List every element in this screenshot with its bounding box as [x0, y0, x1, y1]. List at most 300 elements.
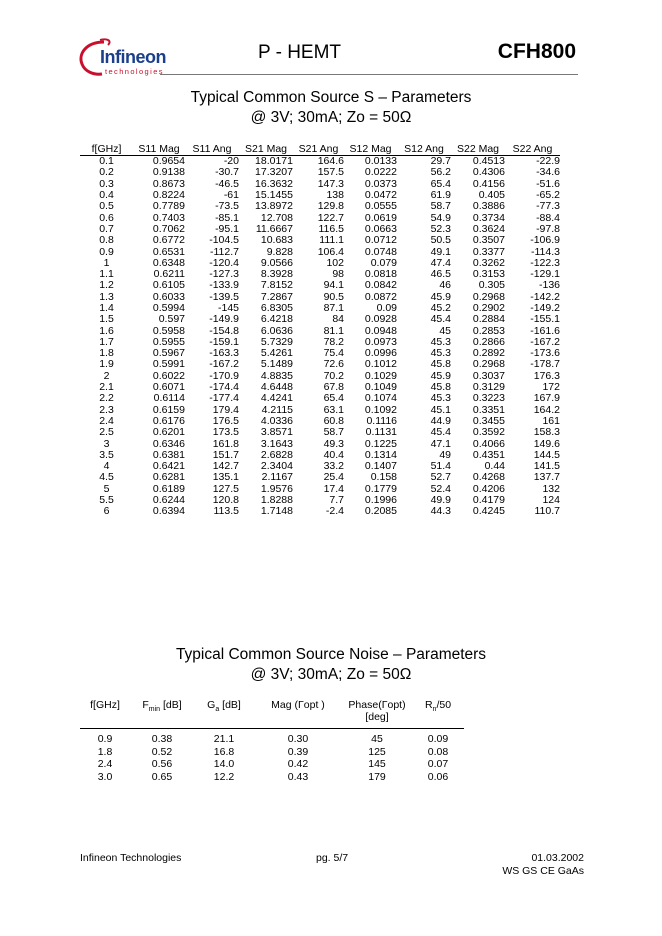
noise-params-subtitle: @ 3V; 30mA; Zo = 50Ω — [250, 666, 412, 683]
noise-parameter-table — [80, 699, 464, 783]
table-cell: 4.4241 — [260, 392, 293, 405]
table-cell: 0.8224 — [152, 189, 185, 202]
table-cell: 0.2884 — [472, 313, 505, 326]
table-cell: 0.3734 — [472, 211, 505, 224]
table-cell: -97.8 — [536, 222, 560, 235]
table-cell: 110.7 — [534, 505, 560, 518]
table-row — [80, 167, 560, 178]
table-row — [80, 427, 560, 438]
table-cell: 67.8 — [323, 381, 344, 394]
s-parameter-table — [80, 142, 560, 518]
table-cell: 173.5 — [212, 426, 239, 439]
table-cell: -46.5 — [215, 177, 239, 190]
table-cell: 111.1 — [319, 234, 344, 247]
table-cell: 0.1 — [99, 155, 114, 168]
table-cell: -34.6 — [536, 166, 560, 179]
table-cell: 6.8305 — [260, 302, 293, 314]
table-cell: 5 — [103, 482, 110, 495]
table-cell: 1.6 — [99, 324, 114, 337]
table-cell: -77.3 — [536, 200, 560, 213]
table-cell: 75.4 — [323, 347, 344, 360]
table-cell: 4.0336 — [260, 414, 293, 427]
table-cell: 3.8571 — [260, 426, 293, 439]
footer-page-number: pg. 5/7 — [316, 852, 349, 864]
table-cell: 0.0842 — [364, 279, 397, 292]
table-cell: -133.9 — [209, 279, 239, 292]
table-cell: 0.0373 — [364, 177, 397, 190]
table-cell: 0.3377 — [472, 245, 505, 258]
table-cell: -127.3 — [209, 268, 239, 281]
table-cell: 2.4 — [97, 758, 113, 771]
infineon-logo — [78, 38, 170, 80]
table-cell: 0.0996 — [364, 347, 397, 360]
table-cell: 0.08 — [427, 745, 449, 758]
table-cell: 0.3592 — [472, 426, 505, 439]
table-cell: 113.5 — [213, 505, 239, 518]
table-cell: 0.1049 — [364, 381, 397, 394]
table-cell: 6.0636 — [260, 324, 293, 337]
table-cell: 0.8673 — [152, 177, 185, 190]
table-cell: 65.4 — [430, 177, 451, 190]
table-cell: 0.1407 — [364, 460, 397, 473]
table-row — [80, 314, 560, 325]
table-cell: 6 — [103, 505, 110, 518]
col-header-frequency: f[GHz] — [80, 699, 130, 729]
table-cell: 0.2 — [99, 166, 114, 179]
table-cell: 16.8 — [213, 745, 235, 758]
table-cell: -2.4 — [325, 505, 344, 518]
table-cell: -65.2 — [536, 189, 560, 202]
table-cell: 8.3928 — [260, 268, 293, 281]
col-header-phase: Phase(Γopt) [deg] — [342, 699, 412, 729]
noise-params-title: Typical Common Source Noise – Parameters — [175, 646, 487, 663]
table-cell: 0.6772 — [152, 234, 185, 247]
table-cell: 15.1455 — [255, 189, 293, 202]
table-cell: 122.7 — [317, 211, 344, 224]
table-cell: 45.9 — [430, 290, 451, 303]
table-cell: 49.1 — [430, 245, 451, 258]
col-header: S11 Ang — [185, 142, 239, 156]
table-cell: -155.1 — [530, 313, 560, 326]
table-cell: 179.4 — [212, 403, 239, 416]
table-cell: 0.0472 — [364, 189, 397, 202]
table-cell: 5.4261 — [260, 347, 293, 360]
table-cell: 0.6531 — [152, 245, 185, 258]
table-cell: 0.4156 — [472, 177, 505, 190]
table-cell: 0.9138 — [152, 166, 185, 179]
table-cell: -88.4 — [536, 211, 560, 224]
table-cell: 4.5 — [99, 471, 114, 484]
table-cell: 0.0663 — [364, 222, 397, 235]
table-cell: 0.6033 — [152, 290, 185, 303]
table-cell: 2.3 — [99, 403, 114, 416]
table-cell: 0.0748 — [364, 245, 397, 258]
logo-subtext: technologies — [105, 67, 164, 76]
noise-table-header — [80, 699, 464, 729]
table-cell: 1 — [103, 256, 110, 269]
table-cell: 61.9 — [430, 189, 451, 202]
table-cell: 0.7062 — [152, 222, 185, 235]
table-cell: 0.2853 — [472, 324, 505, 337]
table-cell: 0.0555 — [364, 200, 397, 213]
table-cell: 0.5958 — [152, 324, 185, 337]
table-cell: 0.2892 — [472, 347, 505, 360]
table-cell: 46.5 — [430, 268, 451, 281]
table-cell: 0.158 — [370, 471, 397, 484]
table-cell: -170.9 — [209, 369, 239, 382]
table-cell: 0.6348 — [152, 256, 185, 269]
table-cell: 46 — [439, 279, 451, 292]
table-cell: 90.5 — [323, 290, 344, 303]
table-row — [80, 246, 560, 257]
col-header: S11 Mag — [133, 142, 185, 156]
table-cell: -142.2 — [530, 290, 560, 303]
col-header-mag: Mag (Γopt ) — [254, 699, 342, 729]
table-cell: 56.2 — [430, 166, 451, 179]
table-cell: 0.44 — [484, 460, 505, 473]
table-cell: 1.9576 — [260, 482, 293, 495]
table-cell: 0.4179 — [472, 494, 505, 507]
table-cell: 0.0872 — [364, 290, 397, 303]
table-cell: 29.7 — [430, 155, 451, 168]
table-cell: 45 — [439, 324, 451, 337]
table-cell: 45 — [371, 733, 383, 746]
table-cell: -136 — [538, 279, 560, 292]
table-cell: 141.5 — [533, 460, 560, 473]
table-cell: 106.4 — [317, 245, 344, 258]
table-cell: 47.4 — [430, 256, 451, 269]
table-cell: 70.2 — [323, 369, 344, 382]
table-cell: 0.4245 — [472, 505, 505, 518]
table-cell: 0.7 — [99, 222, 114, 235]
table-cell: 87.1 — [323, 302, 344, 314]
s-params-title: Typical Common Source S – Parameters — [190, 89, 472, 106]
table-cell: 0.3886 — [472, 200, 505, 213]
table-cell: 5.5 — [99, 494, 114, 507]
table-cell: 45.1 — [430, 403, 451, 416]
table-cell: 2.4 — [99, 414, 114, 427]
table-cell: 1.1 — [99, 268, 114, 281]
table-cell: 102 — [326, 256, 344, 269]
table-cell: -178.7 — [530, 358, 560, 371]
table-cell: 0.56 — [151, 758, 173, 771]
table-cell: 2.5 — [99, 426, 114, 439]
table-cell: 2.1167 — [261, 471, 293, 484]
table-cell: 157.5 — [317, 166, 344, 179]
table-cell: 45.3 — [430, 392, 451, 405]
table-cell: -129.1 — [530, 268, 560, 281]
table-cell: 1.5 — [99, 313, 114, 326]
table-cell: 13.8972 — [255, 200, 293, 213]
table-cell: 52.3 — [430, 222, 451, 235]
table-row — [80, 393, 560, 404]
table-cell: 0.6211 — [153, 268, 185, 281]
table-cell: 14.0 — [213, 758, 235, 771]
table-cell: -122.3 — [530, 256, 560, 269]
table-cell: 1.4 — [99, 302, 114, 314]
table-row — [80, 359, 560, 370]
table-cell: 0.3351 — [472, 403, 505, 416]
table-cell: 0.6 — [99, 211, 114, 224]
table-cell: 158.3 — [533, 426, 560, 439]
table-cell: 0.8 — [99, 234, 114, 247]
footer-department: WS GS CE GaAs — [502, 865, 584, 877]
table-cell: 0.2866 — [472, 335, 505, 348]
table-cell: 0.30 — [287, 733, 309, 746]
table-cell: 45.8 — [430, 358, 451, 371]
table-cell: 0.6281 — [152, 471, 185, 484]
table-cell: -104.5 — [209, 234, 239, 247]
table-cell: 58.7 — [323, 426, 344, 439]
document-title: P - HEMT — [258, 42, 342, 63]
table-cell: 0.4206 — [472, 482, 505, 495]
table-cell: 0.1092 — [364, 403, 397, 416]
table-cell: 167.9 — [533, 392, 560, 405]
table-cell: 4 — [103, 460, 110, 473]
col-header: S21 Mag — [239, 142, 293, 156]
table-cell: 147.3 — [317, 177, 344, 190]
table-cell: 5.1489 — [260, 358, 293, 371]
table-cell: 50.5 — [430, 234, 451, 247]
table-cell: 3.1643 — [260, 437, 293, 450]
col-header: S12 Ang — [397, 142, 451, 156]
table-cell: 0.2968 — [472, 358, 505, 371]
table-cell: 52.4 — [430, 482, 451, 495]
table-cell: 0.3 — [99, 177, 114, 190]
table-row — [80, 733, 464, 746]
table-cell: 11.6667 — [255, 222, 293, 235]
table-cell: 0.6176 — [152, 414, 185, 427]
table-cell: 0.3507 — [472, 234, 505, 247]
col-header-fmin: $F_{min}$ [dB] — [130, 699, 194, 729]
table-cell: 0.5994 — [152, 302, 185, 314]
s-table-header — [80, 142, 560, 156]
table-cell: 0.06 — [427, 771, 449, 784]
footer-date: 01.03.2002 — [531, 852, 584, 864]
table-cell: 7.7 — [329, 494, 344, 507]
table-row — [80, 472, 560, 483]
table-cell: 44.3 — [430, 505, 451, 518]
table-cell: 0.6381 — [152, 448, 185, 461]
table-cell: -159.1 — [209, 335, 239, 348]
table-cell: 10.683 — [260, 234, 293, 247]
col-header: S12 Mag — [344, 142, 397, 156]
table-cell: 6.4218 — [260, 313, 293, 326]
table-cell: 63.1 — [323, 403, 344, 416]
table-cell: 1.7 — [99, 335, 114, 348]
table-cell: 12.2 — [213, 771, 235, 784]
table-cell: 54.9 — [430, 211, 451, 224]
table-cell: 17.4 — [323, 482, 344, 495]
table-cell: 45.3 — [430, 347, 451, 360]
table-cell: -174.4 — [209, 381, 239, 394]
table-cell: 0.39 — [287, 745, 309, 758]
table-row — [80, 771, 464, 784]
table-row — [80, 746, 464, 759]
table-cell: 49.9 — [430, 494, 451, 507]
table-cell: -139.5 — [209, 290, 239, 303]
table-cell: 132 — [542, 482, 560, 495]
table-cell: 0.1779 — [364, 482, 397, 495]
table-cell: 1.7148 — [260, 505, 293, 518]
table-cell: 0.9 — [99, 245, 114, 258]
table-cell: 149.6 — [533, 437, 560, 450]
table-cell: 0.0928 — [364, 313, 397, 326]
table-cell: 21.1 — [213, 733, 235, 746]
table-cell: 94.1 — [323, 279, 344, 292]
table-cell: 0.6022 — [152, 369, 185, 382]
table-cell: -106.9 — [530, 234, 560, 247]
table-cell: 0.3455 — [472, 414, 505, 427]
table-cell: 49.3 — [323, 437, 344, 450]
table-cell: 0.0222 — [364, 166, 397, 179]
table-cell: 3.0 — [97, 771, 113, 784]
table-row — [80, 235, 560, 246]
table-cell: 1.8288 — [260, 494, 293, 507]
table-cell: 0.2902 — [472, 302, 505, 314]
col-header: S22 Ang — [505, 142, 560, 156]
table-cell: 3 — [103, 437, 110, 450]
table-cell: 0.2968 — [472, 290, 505, 303]
table-cell: -85.1 — [215, 211, 239, 224]
table-cell: 137.7 — [533, 471, 560, 484]
table-cell: 0.1131 — [365, 426, 397, 439]
table-cell: 0.6201 — [152, 426, 185, 439]
table-cell: 0.0712 — [364, 234, 397, 247]
col-header: S22 Mag — [451, 142, 505, 156]
table-cell: 0.6114 — [153, 392, 185, 405]
table-cell: 45.2 — [430, 302, 451, 314]
table-cell: -30.7 — [215, 166, 239, 179]
table-cell: 1.8 — [97, 745, 113, 758]
table-cell: 52.7 — [430, 471, 451, 484]
table-cell: 1.2 — [99, 279, 114, 292]
table-cell: -167.2 — [530, 335, 560, 348]
table-cell: -73.5 — [215, 200, 239, 213]
table-cell: 0.4351 — [472, 448, 505, 461]
table-cell: 0.9654 — [152, 155, 185, 168]
table-cell: 0.1314 — [364, 448, 397, 461]
table-cell: 1.3 — [99, 290, 114, 303]
table-cell: 2.6828 — [260, 448, 293, 461]
table-cell: -163.3 — [209, 347, 239, 360]
table-cell: 0.5 — [99, 200, 114, 213]
col-header-ga: $G_a$ [dB] — [194, 699, 254, 729]
table-cell: 0.52 — [151, 745, 173, 758]
table-cell: 125 — [368, 745, 386, 758]
table-cell: -20 — [223, 155, 239, 168]
table-cell: 0.1225 — [364, 437, 397, 450]
table-cell: -149.9 — [209, 313, 239, 326]
table-cell: 2 — [103, 369, 110, 382]
table-cell: 135.1 — [212, 471, 239, 484]
table-cell: 0.6244 — [152, 494, 185, 507]
table-cell: 49 — [439, 448, 451, 461]
table-cell: 0.3223 — [472, 392, 505, 405]
table-cell: 161.8 — [212, 437, 239, 450]
table-cell: 65.4 — [323, 392, 344, 405]
table-cell: 151.7 — [212, 448, 239, 461]
table-row — [80, 506, 560, 517]
table-cell: 0.6394 — [152, 505, 185, 518]
table-cell: 98 — [332, 268, 344, 281]
table-cell: 5.7329 — [260, 335, 293, 348]
col-header: f[GHz] — [80, 142, 133, 156]
table-cell: 25.4 — [323, 471, 344, 484]
table-cell: -120.4 — [209, 256, 239, 269]
table-cell: -22.9 — [536, 155, 560, 168]
table-cell: -167.2 — [209, 358, 239, 371]
table-cell: 78.2 — [323, 335, 344, 348]
table-cell: 179 — [368, 771, 386, 784]
table-cell: 45.8 — [430, 381, 451, 394]
table-cell: 0.3262 — [472, 256, 505, 269]
table-cell: 2.3404 — [260, 460, 293, 473]
table-cell: 0.4306 — [472, 166, 505, 179]
table-cell: 84 — [332, 313, 344, 326]
table-cell: 0.3129 — [472, 381, 505, 394]
table-cell: 9.828 — [266, 245, 293, 258]
table-cell: 9.0566 — [260, 256, 293, 269]
table-cell: 0.07 — [427, 758, 449, 771]
table-cell: 45.4 — [430, 313, 451, 326]
table-row — [80, 758, 464, 771]
table-cell: -145 — [217, 302, 239, 314]
table-cell: 16.3632 — [255, 177, 293, 190]
table-cell: 0.1012 — [364, 358, 397, 371]
table-cell: -149.2 — [530, 302, 560, 314]
table-cell: 0.3624 — [472, 222, 505, 235]
table-cell: 0.1116 — [366, 414, 397, 427]
table-cell: 0.1996 — [364, 494, 397, 507]
table-cell: -95.1 — [215, 222, 239, 235]
table-cell: 0.43 — [287, 771, 309, 784]
header-divider — [160, 74, 578, 75]
table-cell: 4.6448 — [260, 381, 293, 394]
table-cell: 40.4 — [323, 448, 344, 461]
table-cell: 0.0619 — [364, 211, 397, 224]
table-cell: 0.7403 — [152, 211, 185, 224]
table-cell: 0.0973 — [364, 335, 397, 348]
table-cell: 0.4268 — [472, 471, 505, 484]
table-cell: 4.8835 — [260, 369, 293, 382]
table-cell: 0.4066 — [472, 437, 505, 450]
table-cell: 45.9 — [430, 369, 451, 382]
table-cell: 124 — [542, 494, 560, 507]
table-cell: 0.0133 — [364, 155, 397, 168]
table-cell: 0.597 — [158, 313, 185, 326]
table-cell: 164.2 — [533, 403, 560, 416]
table-cell: 44.9 — [430, 414, 451, 427]
table-cell: 47.1 — [430, 437, 451, 450]
table-cell: 3.5 — [99, 448, 114, 461]
table-cell: 81.1 — [323, 324, 344, 337]
table-cell: 0.3037 — [472, 369, 505, 382]
table-cell: -114.3 — [531, 245, 560, 258]
table-cell: -154.8 — [209, 324, 239, 337]
table-cell: 0.3153 — [472, 268, 505, 281]
table-cell: 2.2 — [99, 392, 114, 405]
table-cell: 7.8152 — [260, 279, 293, 292]
table-cell: 0.38 — [151, 733, 173, 746]
table-cell: 72.6 — [323, 358, 344, 371]
table-cell: 138 — [326, 189, 344, 202]
table-cell: -51.6 — [536, 177, 560, 190]
table-cell: 172 — [542, 381, 560, 394]
table-cell: 0.9 — [97, 733, 113, 746]
table-cell: 0.6189 — [152, 482, 185, 495]
table-cell: 0.42 — [287, 758, 309, 771]
